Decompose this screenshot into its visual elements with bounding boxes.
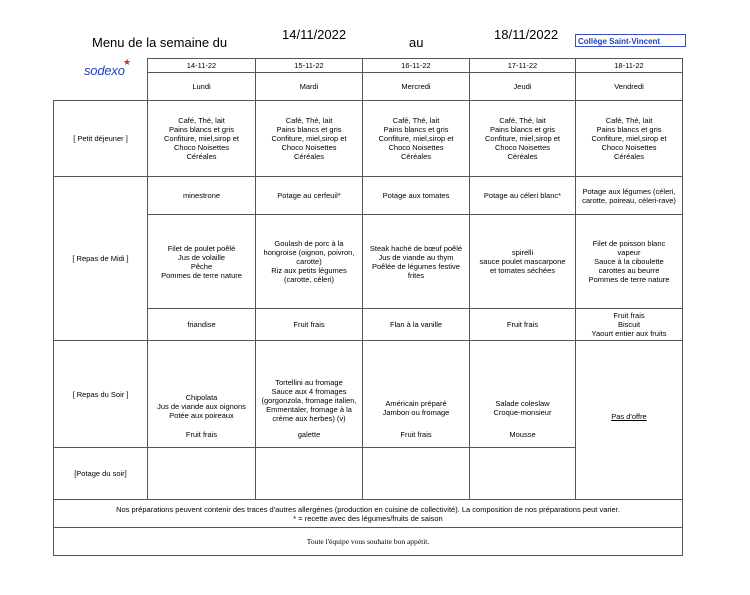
- logo-star-icon: ★: [123, 57, 132, 67]
- dinner-dessert: Fruit frais: [400, 430, 432, 439]
- dinner-dessert: Mousse: [509, 430, 536, 439]
- week-label: Menu de la semaine du: [92, 35, 228, 50]
- lunch-main-cell: spirelli sauce poulet mascarpone et tomates séchées: [470, 215, 576, 309]
- soup-cell: [148, 448, 256, 500]
- dinner-cell: Salade coleslaw Croque-monsieur Mousse: [470, 341, 576, 448]
- lunch-dessert-cell: Fruit frais: [256, 309, 363, 341]
- day-name: Vendredi: [576, 73, 683, 101]
- lunch-starter-cell: Potage aux légumes (céleri, carotte, poireau, céleri-rave): [576, 177, 683, 215]
- row-label-lunch: [ Repas de Midi ]: [54, 177, 148, 341]
- day-date: 16-11-22: [363, 59, 470, 73]
- lunch-starter-cell: Potage au cerfeuil*: [256, 177, 363, 215]
- dinner-dessert: Fruit frais: [185, 430, 218, 439]
- soup-cell: [256, 448, 363, 500]
- lunch-dessert-cell: friandise: [148, 309, 256, 341]
- lunch-main-cell: Goulash de porc à la hongroise (oignon, poivron, carotte) Riz aux petits légumes (carotte, céleri): [256, 215, 363, 309]
- school-name: Collège Saint-Vincent: [575, 34, 686, 47]
- closing-message: Toute l'équipe vous souhaite bon appétit.: [54, 528, 683, 556]
- lunch-main-cell: Steak haché de bœuf poêlé Jus de viande au thym Poêlée de légumes festive frites: [363, 215, 470, 309]
- row-label-dinner: [ Repas du Soir ]: [54, 341, 148, 448]
- lunch-starter-cell: minestrone: [148, 177, 256, 215]
- lunch-starter-cell: Potage aux tomates: [363, 177, 470, 215]
- day-name: Lundi: [148, 73, 256, 101]
- day-name: Jeudi: [470, 73, 576, 101]
- day-date: 15-11-22: [256, 59, 363, 73]
- breakfast-cell: Café, Thé, lait Pains blancs et gris Confiture, miel,sirop et Choco Noisettes Céréales: [576, 101, 683, 177]
- dinner-cell: Chipolata Jus de viande aux oignons Potée aux poireaux Fruit frais: [148, 341, 256, 448]
- lunch-starter-cell: Potage au céleri blanc*: [470, 177, 576, 215]
- lunch-main-cell: Filet de poulet poêlé Jus de volaille Pêche Pommes de terre nature: [148, 215, 256, 309]
- sodexo-logo: sodexo: [84, 63, 125, 78]
- allergen-note: Nos préparations peuvent contenir des traces d'autres allergènes (production en cuisine de collectivité). La composition de nos préparations peut varier. * = recette avec des légumes/fruits de saison: [54, 500, 683, 528]
- menu-table: [53, 58, 683, 556]
- friday-dinner-cell: [576, 341, 683, 500]
- day-date: 18-11-22: [576, 59, 683, 73]
- soup-cell: [470, 448, 576, 500]
- to-label: au: [409, 35, 424, 50]
- lunch-dessert-cell: Fruit frais Biscuit Yaourt entier aux fruits: [576, 309, 683, 341]
- day-name: Mercredi: [363, 73, 470, 101]
- day-name: Mardi: [256, 73, 363, 101]
- logo-cell: [54, 59, 148, 73]
- no-offer-text: Pas d'offre: [611, 412, 647, 421]
- day-date: 17-11-22: [470, 59, 576, 73]
- dinner-cell: Américain préparé Jambon ou fromage Fruit frais: [363, 341, 470, 448]
- lunch-main-cell: Filet de poisson blanc vapeur Sauce à la ciboulette carottes au beurre Pommes de terre nature: [576, 215, 683, 309]
- lunch-dessert-cell: Flan à la vanille: [363, 309, 470, 341]
- breakfast-cell: Café, Thé, lait Pains blancs et gris Confiture, miel,sirop et Choco Noisettes Céréales: [256, 101, 363, 177]
- row-label-breakfast: [ Petit déjeuner ]: [54, 101, 148, 177]
- dinner-dessert: galette: [297, 430, 321, 439]
- row-label-soup: [Potage du soir]: [54, 448, 148, 500]
- start-date: 14/11/2022: [282, 27, 347, 42]
- breakfast-cell: Café, Thé, lait Pains blancs et gris Confiture, miel,sirop et Choco Noisettes Céréales: [363, 101, 470, 177]
- soup-cell: [363, 448, 470, 500]
- dinner-cell: Tortellini au fromage Sauce aux 4 fromages (gorgonzola, fromage italien, Emmentaler, fromage à la crème aux herbes) (v) galette: [256, 341, 363, 448]
- lunch-dessert-cell: Fruit frais: [470, 309, 576, 341]
- day-date: 14-11-22: [148, 59, 256, 73]
- end-date: 18/11/2022: [494, 27, 559, 42]
- breakfast-cell: Café, Thé, lait Pains blancs et gris Confiture, miel,sirop et Choco Noisettes Céréales: [470, 101, 576, 177]
- breakfast-cell: Café, Thé, lait Pains blancs et gris Confiture, miel,sirop et Choco Noisettes Céréales: [148, 101, 256, 177]
